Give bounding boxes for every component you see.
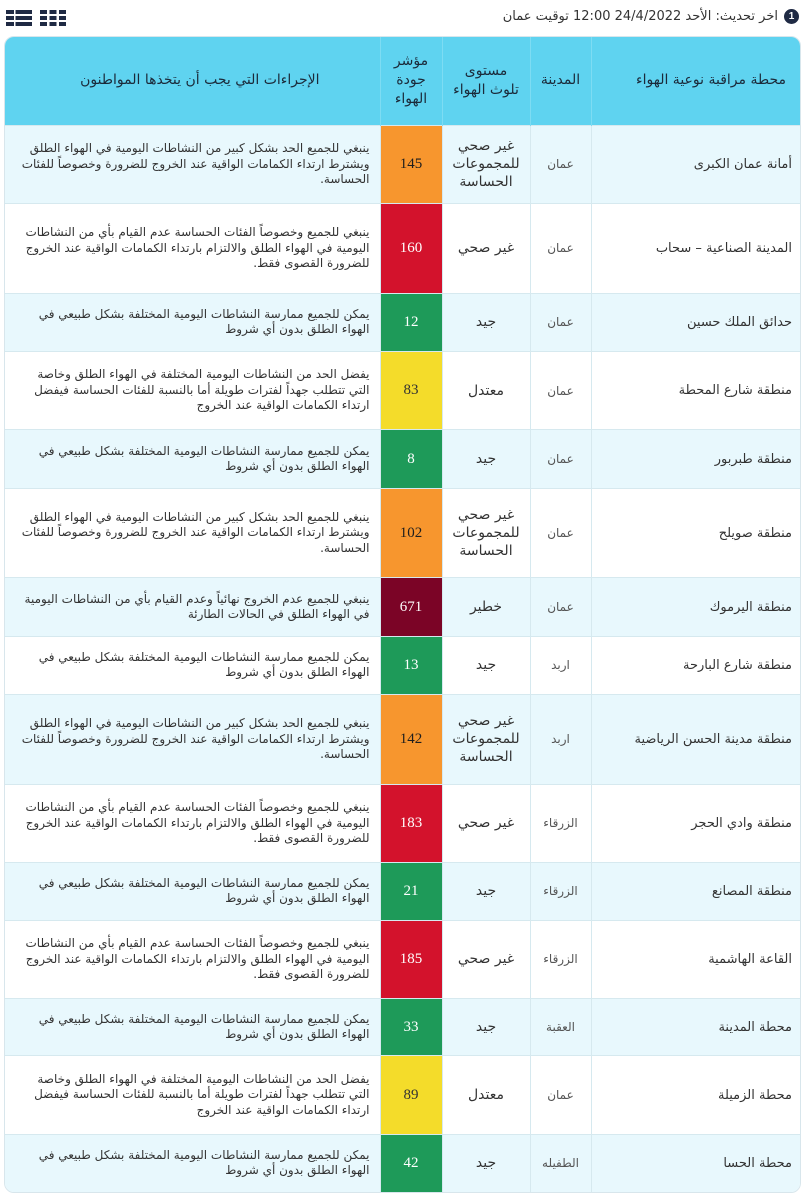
header-station: محطة مراقبة نوعية الهواء — [591, 37, 801, 125]
city-name: عمان — [530, 293, 591, 351]
station-name: القاعة الهاشمية — [591, 920, 801, 999]
pollution-level: غير صحي للمجموعات الحساسة — [442, 125, 530, 204]
recommended-action: ينبغي للجميع الحد بشكل كبير من النشاطات اليومية في الهواء الطلق ويشترط ارتداء الكمامات الواقية عند الخروج للضرورة وخصوصاً للفئات الحساسة. — [5, 488, 380, 578]
recommended-action: يفضل الحد من النشاطات اليومية المختلفة في الهواء الطلق وخاصة التي تتطلب جهداً لفترات طويلة أما بالنسبة للفئات الحساسة فيفضل ارتداء الكمامات الواقية عند الخروج — [5, 1056, 380, 1135]
table-row — [5, 863, 801, 920]
recommended-action: ينبغي للجميع الحد بشكل كبير من النشاطات اليومية في الهواء الطلق ويشترط ارتداء الكمامات الواقية عند الخروج للضرورة وخصوصاً للفئات الحساسة. — [5, 125, 380, 204]
table-row — [5, 293, 801, 351]
recommended-action: يفضل الحد من النشاطات اليومية المختلفة في الهواء الطلق وخاصة التي تتطلب جهداً لفترات طويلة أما بالنسبة للفئات الحساسة فيفضل ارتداء الكمامات الواقية عند الخروج — [5, 351, 380, 430]
pollution-level: معتدل — [442, 1056, 530, 1135]
station-name: المدينة الصناعية – سحاب — [591, 204, 801, 294]
city-name: اربد — [530, 695, 591, 785]
pollution-level: غير صحي — [442, 920, 530, 999]
header-level: مستوى تلوث الهواء — [442, 37, 530, 125]
recommended-action: يمكن للجميع ممارسة النشاطات اليومية المختلفة بشكل طبيعي في الهواء الطلق بدون أي شروط — [5, 1134, 380, 1192]
station-name: منطقة وادي الحجر — [591, 784, 801, 863]
station-name: منطقة طبربور — [591, 430, 801, 488]
table-row — [5, 204, 801, 294]
table-row — [5, 695, 801, 785]
table-row — [5, 1056, 801, 1135]
pollution-level: جيد — [442, 430, 530, 488]
station-name: أمانة عمان الكبرى — [591, 125, 801, 204]
recommended-action: يمكن للجميع ممارسة النشاطات اليومية المختلفة بشكل طبيعي في الهواء الطلق بدون أي شروط — [5, 636, 380, 694]
recommended-action: يمكن للجميع ممارسة النشاطات اليومية المختلفة بشكل طبيعي في الهواء الطلق بدون أي شروط — [5, 293, 380, 351]
station-name: منطقة المصانع — [591, 863, 801, 920]
aqi-value: 160 — [380, 204, 442, 294]
aqi-value: 102 — [380, 488, 442, 578]
station-name: حدائق الملك حسين — [591, 293, 801, 351]
station-name: منطقة شارع البارحة — [591, 636, 801, 694]
table-row — [5, 430, 801, 488]
aqi-value: 12 — [380, 293, 442, 351]
station-name: محطة المدينة — [591, 999, 801, 1056]
pollution-level: خطير — [442, 578, 530, 636]
aqi-value: 42 — [380, 1134, 442, 1192]
city-name: عمان — [530, 488, 591, 578]
pollution-level: غير صحي — [442, 204, 530, 294]
table-row — [5, 125, 801, 204]
aqi-value: 8 — [380, 430, 442, 488]
table-row — [5, 784, 801, 863]
city-name: عمان — [530, 578, 591, 636]
pollution-level: جيد — [442, 999, 530, 1056]
grid-view-icon[interactable] — [40, 9, 66, 27]
aqi-value: 671 — [380, 578, 442, 636]
station-name: منطقة مدينة الحسن الرياضية — [591, 695, 801, 785]
station-name: منطقة شارع المحطة — [591, 351, 801, 430]
pollution-level: جيد — [442, 636, 530, 694]
pollution-level: غير صحي للمجموعات الحساسة — [442, 695, 530, 785]
station-name: محطة الزميلة — [591, 1056, 801, 1135]
city-name: عمان — [530, 1056, 591, 1135]
table-row — [5, 920, 801, 999]
pollution-level: جيد — [442, 1134, 530, 1192]
station-name: محطة الحسا — [591, 1134, 801, 1192]
header-city: المدينة — [530, 37, 591, 125]
table-header-row — [5, 37, 801, 125]
table-row — [5, 636, 801, 694]
city-name: الزرقاء — [530, 863, 591, 920]
recommended-action: ينبغي للجميع عدم الخروج نهائياً وعدم القيام بأي من النشاطات اليومية في الهواء الطلق في الحالات الطارئة — [5, 578, 380, 636]
station-name: منطقة اليرموك — [591, 578, 801, 636]
pollution-level: غير صحي للمجموعات الحساسة — [442, 488, 530, 578]
city-name: العقبة — [530, 999, 591, 1056]
recommended-action: ينبغي للجميع وخصوصاً الفئات الحساسة عدم القيام بأي من النشاطات اليومية في الهواء الطلق والالتزام بارتداء الكمامات الواقية عند الخروج للضرورة القصوى فقط. — [5, 784, 380, 863]
pollution-level: معتدل — [442, 351, 530, 430]
view-switcher — [6, 9, 66, 27]
aqi-value: 83 — [380, 351, 442, 430]
station-name: منطقة صويلح — [591, 488, 801, 578]
table-row — [5, 488, 801, 578]
table-row — [5, 1134, 801, 1192]
aqi-value: 89 — [380, 1056, 442, 1135]
city-name: عمان — [530, 351, 591, 430]
city-name: الزرقاء — [530, 784, 591, 863]
last-update-text: اخر تحديث: الأحد 24/4/2022 12:00 توقيت عمان — [502, 9, 778, 24]
city-name: الطفيله — [530, 1134, 591, 1192]
recommended-action: يمكن للجميع ممارسة النشاطات اليومية المختلفة بشكل طبيعي في الهواء الطلق بدون أي شروط — [5, 430, 380, 488]
aqi-value: 142 — [380, 695, 442, 785]
last-update — [503, 9, 799, 24]
aqi-value: 21 — [380, 863, 442, 920]
city-name: اربد — [530, 636, 591, 694]
aqi-value: 145 — [380, 125, 442, 204]
list-view-icon[interactable] — [6, 9, 32, 27]
pollution-level: جيد — [442, 293, 530, 351]
city-name: عمان — [530, 430, 591, 488]
pollution-level: جيد — [442, 863, 530, 920]
table-row — [5, 351, 801, 430]
info-icon: 1 — [784, 9, 799, 24]
recommended-action: يمكن للجميع ممارسة النشاطات اليومية المختلفة بشكل طبيعي في الهواء الطلق بدون أي شروط — [5, 999, 380, 1056]
air-quality-table-container — [4, 36, 801, 1193]
table-row — [5, 999, 801, 1056]
recommended-action: يمكن للجميع ممارسة النشاطات اليومية المختلفة بشكل طبيعي في الهواء الطلق بدون أي شروط — [5, 863, 380, 920]
city-name: عمان — [530, 204, 591, 294]
city-name: الزرقاء — [530, 920, 591, 999]
recommended-action: ينبغي للجميع الحد بشكل كبير من النشاطات اليومية في الهواء الطلق ويشترط ارتداء الكمامات الواقية عند الخروج للضرورة وخصوصاً للفئات الحساسة. — [5, 695, 380, 785]
aqi-value: 185 — [380, 920, 442, 999]
aqi-value: 183 — [380, 784, 442, 863]
air-quality-table — [5, 37, 801, 1192]
recommended-action: ينبغي للجميع وخصوصاً الفئات الحساسة عدم القيام بأي من النشاطات اليومية في الهواء الطلق والالتزام بارتداء الكمامات الواقية عند الخروج للضرورة القصوى فقط. — [5, 204, 380, 294]
recommended-action: ينبغي للجميع وخصوصاً الفئات الحساسة عدم القيام بأي من النشاطات اليومية في الهواء الطلق والالتزام بارتداء الكمامات الواقية عند الخروج للضرورة القصوى فقط. — [5, 920, 380, 999]
header-action: الإجراءات التي يجب أن يتخذها المواطنون — [5, 37, 380, 125]
aqi-value: 13 — [380, 636, 442, 694]
aqi-value: 33 — [380, 999, 442, 1056]
pollution-level: غير صحي — [442, 784, 530, 863]
header-aqi: مؤشر جودة الهواء — [380, 37, 442, 125]
top-toolbar — [0, 0, 811, 36]
city-name: عمان — [530, 125, 591, 204]
table-row — [5, 578, 801, 636]
